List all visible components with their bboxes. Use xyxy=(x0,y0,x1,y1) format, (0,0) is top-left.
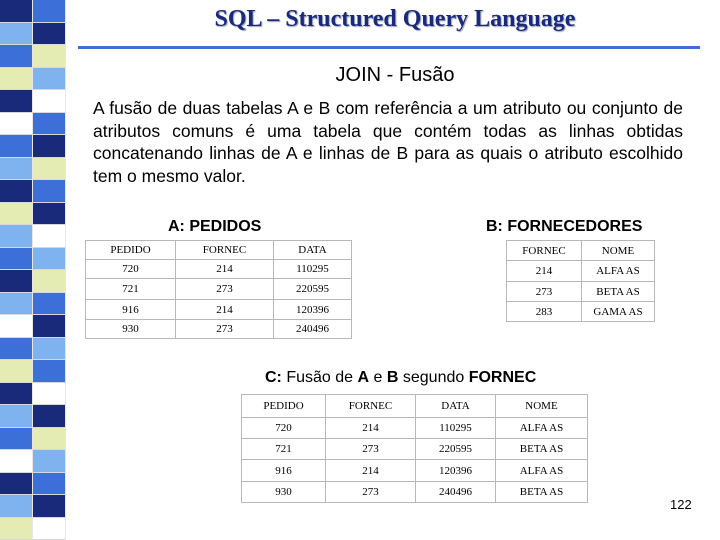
table-cell: BETA AS xyxy=(496,439,588,460)
table-cell: 240496 xyxy=(416,482,496,503)
slide-subtitle: JOIN - Fusão xyxy=(335,64,455,86)
table-header-cell: FORNEC xyxy=(507,241,582,261)
table-fornecedores xyxy=(506,240,655,322)
table-cell: 930 xyxy=(86,320,176,339)
table-row xyxy=(242,418,588,439)
table-cell: 720 xyxy=(242,418,326,439)
table-cell: 220595 xyxy=(416,439,496,460)
table-cell: 120396 xyxy=(274,300,352,320)
table-b-label: B: FORNECEDORES xyxy=(486,218,643,235)
table-cell: 720 xyxy=(86,260,176,279)
table-pedidos xyxy=(85,240,352,339)
table-cell: 240496 xyxy=(274,320,352,339)
table-cell: BETA AS xyxy=(496,482,588,503)
table-cell: 721 xyxy=(242,439,326,460)
table-header-cell: FORNEC xyxy=(326,395,416,418)
table-cell: 214 xyxy=(176,260,274,279)
table-cell: 930 xyxy=(242,482,326,503)
table-row xyxy=(86,320,352,339)
slide-title: SQL – Structured Query Language xyxy=(214,6,576,32)
table-cell: 120396 xyxy=(416,460,496,482)
table-cell: BETA AS xyxy=(582,282,655,302)
table-row xyxy=(242,460,588,482)
title-underline xyxy=(78,46,700,49)
table-cell: 721 xyxy=(86,279,176,300)
table-cell: 110295 xyxy=(416,418,496,439)
table-fusao xyxy=(241,394,588,503)
table-a-label: A: PEDIDOS xyxy=(168,218,262,235)
decorative-stripe xyxy=(0,0,66,540)
definition-paragraph: A fusão de duas tabelas A e B com referência a um atributo ou conjunto de atributos comuns é uma tabela que contém todas as linhas obtidas concatenando linhas de A e linhas de B para as quais o atributo escolhido tem o mesmo valor. xyxy=(93,98,683,186)
table-cell: 273 xyxy=(176,279,274,300)
table-cell: 916 xyxy=(86,300,176,320)
table-cell: 214 xyxy=(507,261,582,282)
table-header-cell: DATA xyxy=(416,395,496,418)
page-number: 122 xyxy=(670,497,692,512)
table-row xyxy=(507,282,655,302)
table-header-cell: PEDIDO xyxy=(86,241,176,260)
table-cell: 273 xyxy=(176,320,274,339)
table-cell: 214 xyxy=(326,418,416,439)
table-row xyxy=(507,302,655,322)
table-row xyxy=(507,261,655,282)
table-c-label: C: Fusão de A e B segundo FORNEC xyxy=(265,369,537,386)
table-cell: 214 xyxy=(176,300,274,320)
table-cell: 220595 xyxy=(274,279,352,300)
table-cell: ALFA AS xyxy=(582,261,655,282)
table-header-cell: PEDIDO xyxy=(242,395,326,418)
table-row xyxy=(242,482,588,503)
table-cell: 273 xyxy=(326,439,416,460)
table-cell: 273 xyxy=(507,282,582,302)
table-cell: ALFA AS xyxy=(496,418,588,439)
table-cell: 283 xyxy=(507,302,582,322)
table-cell: 273 xyxy=(326,482,416,503)
table-row xyxy=(242,439,588,460)
table-cell: GAMA AS xyxy=(582,302,655,322)
table-cell: ALFA AS xyxy=(496,460,588,482)
table-header-cell: NOME xyxy=(582,241,655,261)
table-row xyxy=(86,279,352,300)
table-header-cell: DATA xyxy=(274,241,352,260)
table-header-cell: NOME xyxy=(496,395,588,418)
table-row xyxy=(86,260,352,279)
table-cell: 110295 xyxy=(274,260,352,279)
table-cell: 916 xyxy=(242,460,326,482)
table-cell: 214 xyxy=(326,460,416,482)
table-header-cell: FORNEC xyxy=(176,241,274,260)
table-row xyxy=(86,300,352,320)
